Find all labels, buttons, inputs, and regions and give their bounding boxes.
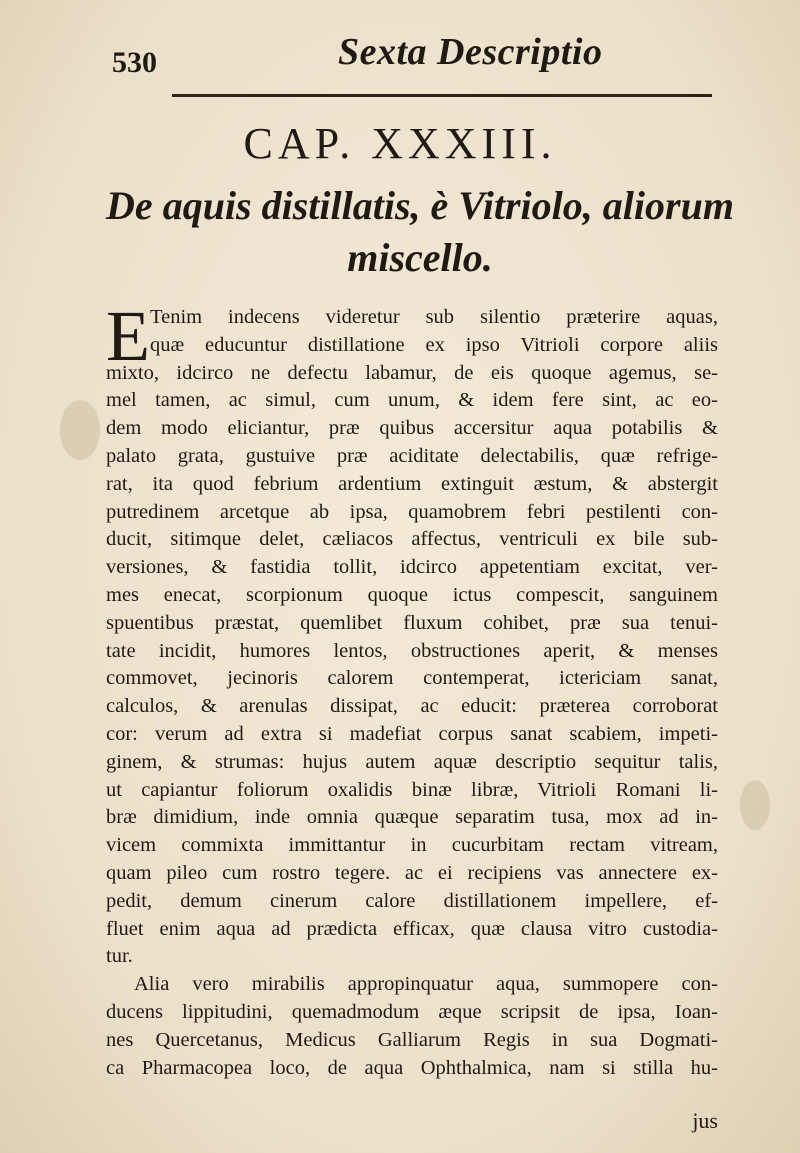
paper-stain: [740, 780, 770, 830]
text-line: ca Pharmacopea loco, de aqua Ophthalmica, nam si stilla hu-: [106, 1056, 718, 1079]
drop-cap: E: [106, 296, 150, 376]
text-line: putredinem arcetque ab ipsa, quamobrem febri pestilenti con-: [106, 500, 718, 523]
text-line: calculos, & arenulas dissipat, ac educit: præterea corroborat: [106, 695, 718, 718]
text-line: bræ dimidium, inde omnia quæque separatim tusa, mox ad in-: [106, 806, 718, 829]
text-line: commovet, jecinoris calorem contemperat, ictericiam sanat,: [106, 667, 718, 690]
text-line: ginem, & strumas: hujus autem aquæ descriptio sequitur talis,: [106, 750, 718, 773]
text-line: rat, ita quod febrium ardentium extinguit æstum, & abstergit: [106, 472, 718, 495]
text-line: versiones, & fastidia tollit, idcirco appetentiam excitat, ver-: [106, 556, 718, 579]
text-line: spuentibus præstat, quemlibet fluxum cohibet, præ sua tenui-: [106, 611, 718, 634]
text-line: ducit, sitimque delet, cæliacos affectus, ventriculi ex bile sub-: [106, 528, 718, 551]
chapter-title-line-1: De aquis distillatis, è Vitriolo, aliorum: [106, 183, 734, 228]
text-line: dem modo eliciantur, præ quibus accersitur aqua potabilis &: [106, 417, 718, 440]
chapter-title-line-2: miscello.: [347, 235, 493, 280]
text-line: vicem commixta immittantur in cucurbitam rectam vitream,: [106, 834, 718, 857]
text-line: mel tamen, ac simul, cum unum, & idem fere sint, ac eo-: [106, 389, 718, 412]
header-rule: [172, 94, 712, 97]
paper-stain: [60, 400, 100, 460]
running-head: Sexta Descriptio: [338, 31, 603, 73]
text-line: nes Quercetanus, Medicus Galliarum Regis in sua Dogmati-: [106, 1028, 718, 1051]
chapter-heading: CAP. XXXIII.: [243, 119, 557, 168]
text-line: fluet enim aqua ad prædicta efficax, quæ clausa vitro custodia-: [106, 917, 718, 940]
text-line: Tenim indecens videretur sub silentio præterire aquas,: [150, 306, 718, 328]
text-line: quam pileo cum rostro tegere. ac ei recipiens vas annectere ex-: [106, 861, 718, 884]
text-line: tate incidit, humores lentos, obstructiones aperit, & menses: [106, 639, 718, 662]
body-text: [106, 296, 718, 1082]
text-line: mixto, idcirco ne defectu labamur, de eis quoque agemus, se-: [106, 361, 718, 384]
page-number: 530: [112, 46, 157, 79]
text-line: ut capiantur foliorum oxalidis binæ libræ, Vitrioli Romani li-: [106, 778, 718, 801]
page-header: [0, 22, 800, 82]
text-line: ducens lippitudini, quemadmodum æque scripsit de ipsa, Ioan-: [106, 1000, 718, 1023]
chapter-title: [100, 180, 740, 284]
text-line: cor: verum ad extra si madefiat corpus sanat scabiem, impeti-: [106, 722, 718, 745]
text-line: quæ educuntur distillatione ex ipso Vitrioli corpore aliis: [150, 333, 718, 356]
text-line: tur.: [106, 945, 133, 968]
text-line: Alia vero mirabilis appropinquatur aqua, summopere con-: [134, 973, 718, 996]
text-line: mes enecat, scorpionum quoque ictus compescit, sanguinem: [106, 583, 718, 606]
text-line: palato grata, gustuive præ aciditate delectabilis, quæ refrige-: [106, 444, 718, 467]
text-line: pedit, demum cinerum calore distillationem impellere, ef-: [106, 889, 718, 912]
catchword: jus: [692, 1108, 718, 1133]
